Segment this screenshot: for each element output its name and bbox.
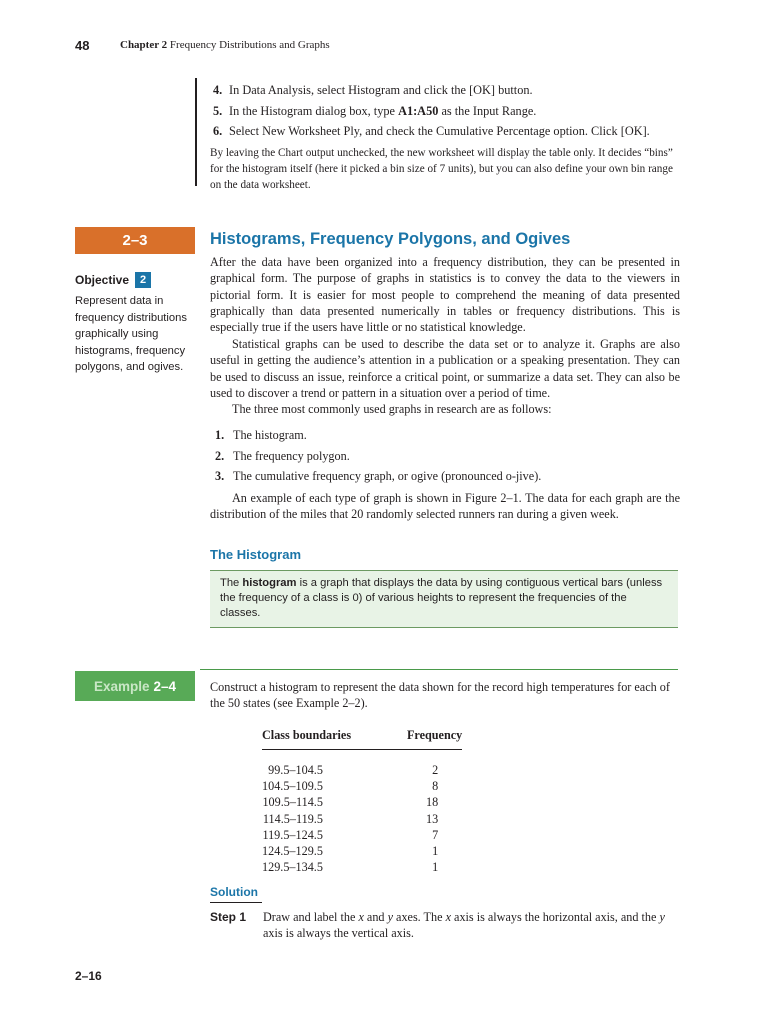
step-text-part: axes. The [392, 910, 446, 924]
definition-text [220, 576, 670, 621]
instructions-note: By leaving the Chart output unchecked, the new worksheet will display the table only. It decides “bins” for the histogram itself (here it picked a bin size of 7 units), but you can also define your own bin range on the data worksheet. [210, 147, 673, 191]
running-head [120, 39, 330, 51]
instruction-step [213, 101, 673, 122]
table-header-row [262, 727, 462, 750]
step-text: In Data Analysis, select Histogram and click the [OK] button. [229, 83, 533, 97]
step-text [263, 909, 678, 942]
list-number: 3. [215, 469, 225, 483]
list-number: 2. [215, 448, 225, 463]
chapter-title: Frequency Distributions and Graphs [169, 39, 330, 51]
list-text: The cumulative frequency graph, or ogive (pronounced o-jive). [233, 469, 542, 483]
list-number: 1. [215, 428, 225, 442]
list-text: The histogram. [233, 428, 307, 442]
section-title: Histograms, Frequency Polygons, and Ogives [210, 230, 571, 248]
instructions-rule [195, 78, 197, 186]
graph-types-list [215, 425, 541, 487]
frequency-cell: 1 [432, 860, 439, 875]
frequency-cell: 18 [426, 795, 439, 810]
table-row [262, 794, 462, 810]
frequency-cell: 13 [426, 811, 439, 826]
chapter-label: Chapter 2 [120, 39, 168, 51]
body-paragraph: Statistical graphs can be used to describe the data set or to analyze it. Graphs are also useful in getting the audience’s attention in a publication or a speaking presentation. They can be used to discuss an issue, reinforce a critical point, or summarize a data set. They can also be used to discover a trend or pattern in a situation over a period of time. [210, 337, 680, 400]
class-boundary-cell: 119.5–124.5 [262, 827, 323, 842]
body-paragraph: The three most commonly used graphs in research are as follows: [232, 402, 552, 416]
class-boundary-cell: 129.5–134.5 [262, 860, 323, 875]
instruction-step [213, 80, 673, 101]
solution-rule [210, 902, 262, 903]
column-header-class-boundaries: Class boundaries [262, 727, 363, 750]
table-row [262, 778, 462, 794]
section-number-box: 2–3 [75, 227, 195, 254]
frequency-cell: 2 [432, 763, 439, 777]
subsection-title: The Histogram [210, 547, 302, 562]
body-paragraph: After the data have been organized into a frequency distribution, they can be presented in graphical form. The purpose of graphs in statistics is to convey the data to the viewers in pictorial form. It is easier for most people to comprehend the meaning of data presented graphically than data presented numerically in tables or frequency distributions. This is especially true if the users have little or no statistical knowledge. [210, 255, 680, 335]
column-header-frequency: Frequency [363, 727, 462, 750]
example-rule [200, 669, 678, 670]
step-var: y [659, 910, 665, 924]
body-paragraph: An example of each type of graph is shown in Figure 2–1. The data for each graph are the distribution of the miles that 20 randomly selected runners ran during a given week. [210, 491, 680, 522]
frequency-table [262, 727, 462, 875]
table-body [262, 750, 462, 876]
page-number: 48 [75, 38, 90, 53]
step-number: 6. [213, 124, 223, 138]
instruction-step [213, 121, 673, 142]
step-text-part: Draw and label the [263, 910, 359, 924]
definition-text-part: is a graph that displays the data by using contiguous vertical bars (unless the frequency of a class is 0) of various heights to represent the frequencies of the classes. [220, 577, 663, 619]
input-range-value: A1:A50 [398, 103, 439, 118]
table-row [262, 827, 462, 843]
step-text-part: and [363, 910, 388, 924]
step-var: y [387, 910, 393, 924]
list-item [215, 425, 541, 446]
example-text: Construct a histogram to represent the data shown for the record high temperatures for each of the 50 states (see Example 2–2). [210, 680, 670, 711]
objective-label: Objective [75, 273, 130, 287]
class-boundary-cell: 109.5–114.5 [262, 795, 323, 810]
step-text: In the Histogram dialog box, type [229, 103, 399, 118]
step-label: Step 1 [210, 910, 247, 924]
frequency-cell: 1 [432, 844, 439, 859]
footer-page-code: 2–16 [75, 969, 102, 983]
instruction-steps [213, 80, 673, 142]
objective-number-badge: 2 [135, 272, 151, 288]
step-text: as the Input Range. [438, 103, 537, 118]
example-label-box [75, 671, 195, 701]
example-label-number: 2–4 [153, 678, 177, 694]
solution-heading: Solution [210, 885, 258, 899]
table-row [262, 843, 462, 859]
list-text: The frequency polygon. [233, 448, 350, 463]
step-text-part: axis is always the vertical axis. [263, 926, 414, 941]
frequency-cell: 7 [432, 827, 439, 842]
step-var: x [445, 910, 451, 924]
step-text: Select New Worksheet Ply, and check the Cumulative Percentage option. Click [OK]. [229, 124, 650, 138]
definition-text-part: The [220, 577, 243, 589]
class-boundary-cell: 99.5–104.5 [268, 763, 323, 777]
objective-text: Represent data in frequency distributions graphically using histograms, frequency polygons, and ogives. [75, 295, 187, 373]
objective-heading [75, 272, 151, 288]
class-boundary-cell: 124.5–129.5 [262, 844, 323, 859]
frequency-cell: 8 [432, 779, 439, 794]
step-text-part: axis is always the horizontal axis, and the [450, 910, 660, 924]
class-boundary-cell: 114.5–119.5 [262, 811, 323, 826]
example-label-word: Example [93, 678, 150, 694]
list-item [215, 446, 541, 467]
step-number: 5. [213, 103, 223, 118]
list-item [215, 466, 541, 487]
step-var: x [358, 910, 364, 924]
table-row [262, 859, 462, 875]
class-boundary-cell: 104.5–109.5 [262, 779, 323, 794]
step-number: 4. [213, 83, 223, 97]
definition-term: histogram [242, 577, 297, 589]
table-row [262, 811, 462, 827]
table-row [262, 750, 462, 779]
